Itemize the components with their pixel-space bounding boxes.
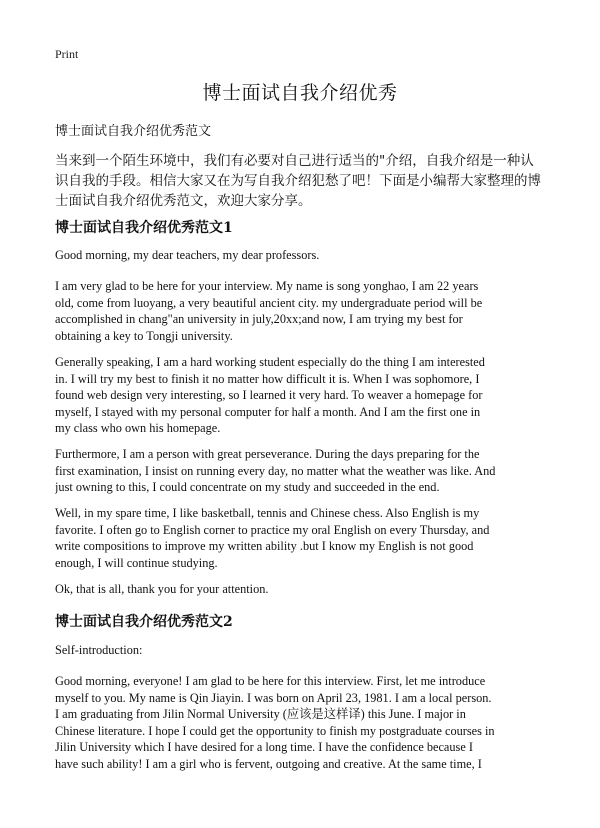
intro-line: 士面试自我介绍优秀范文，欢迎大家分享。 [55,193,312,209]
text-line: Well, in my spare time, I like basketball, tennis and Chinese chess. Also English is my [55,506,480,520]
text-line: Self-introduction: [55,643,143,657]
paragraph [55,505,547,571]
section-heading-1: 博士面试自我介绍优秀范文1 [55,220,233,236]
paragraph [55,581,547,598]
section-heading-2: 博士面试自我介绍优秀范文2 [55,614,233,630]
text-line: first examination, I insist on running every day, no matter what the weather was like. And [55,463,496,478]
document-subtitle: 博士面试自我介绍优秀范文 [55,124,212,139]
text-line: in. I will try my best to finish it no matter how difficult it is. When I was sophomore, I [55,371,480,386]
text-line: favorite. I often go to English corner to practice my oral English on every Thursday, and [55,522,490,537]
text-line: myself to you. My name is Qin Jiayin. I was born on April 23, 1981. I am a local person. [55,690,492,705]
text-line: Jilin University which I have desired for a long time. I have the confidence because I [55,740,473,755]
text-line: enough, I will continue studying. [55,555,218,570]
text-line: have such ability! I am a girl who is fervent, outgoing and creative. At the same time, I [55,756,482,771]
text-line: Generally speaking, I am a hard working student especially do the thing I am interested [55,355,485,369]
intro-line: 识自我的手段。相信大家又在为写自我介绍犯愁了吧！下面是小编帮大家整理的博 [55,173,541,189]
text-line: just owning to this, I could concentrate on my study and succeeded in the end. [55,480,440,495]
text-line: Furthermore, I am a person with great perseverance. During the days preparing for the [55,447,480,461]
text-line: Chinese literature. I hope I could get the opportunity to finish my postgraduate courses in [55,723,495,738]
intro-paragraph [55,151,545,211]
page-title: 博士面试自我介绍优秀 [202,82,398,104]
text-line: Good morning, everyone! I am glad to be here for this interview. First, let me introduce [55,674,486,688]
paragraph [55,446,547,496]
text-line: I am very glad to be here for your interview. My name is song yonghao, I am 22 years [55,279,479,293]
text-line: I am graduating from Jilin Normal University (应该是这样译) this June. I major in [55,707,466,722]
text-line: accomplished in chang"an university in july,20xx;and now, I am trying my best for [55,312,463,327]
paragraph [55,247,547,264]
paragraph [55,642,547,659]
text-line: myself, I stayed with my personal computer for half a month. And I am the first one in [55,404,481,419]
intro-line: 当来到一个陌生环境中，我们有必要对自己进行适当的"介绍，自我介绍是一种认 [55,153,534,169]
paragraph [55,673,547,773]
text-line: old, come from luoyang, a very beautiful ancient city. my undergraduate period will be [55,295,483,310]
paragraph [55,354,547,437]
print-link[interactable]: Print [55,47,79,61]
text-line: Ok, that is all, thank you for your attention. [55,582,269,596]
text-line: obtaining a key to Tongji university. [55,328,233,343]
text-line: my class who own his homepage. [55,421,221,436]
text-line: found web design very interesting, so I learned it very hard. To weaver a homepage for [55,388,483,403]
text-line: Good morning, my dear teachers, my dear professors. [55,248,320,262]
paragraph [55,278,547,344]
text-line: write compositions to improve my written ability .but I know my English is not good [55,539,474,554]
